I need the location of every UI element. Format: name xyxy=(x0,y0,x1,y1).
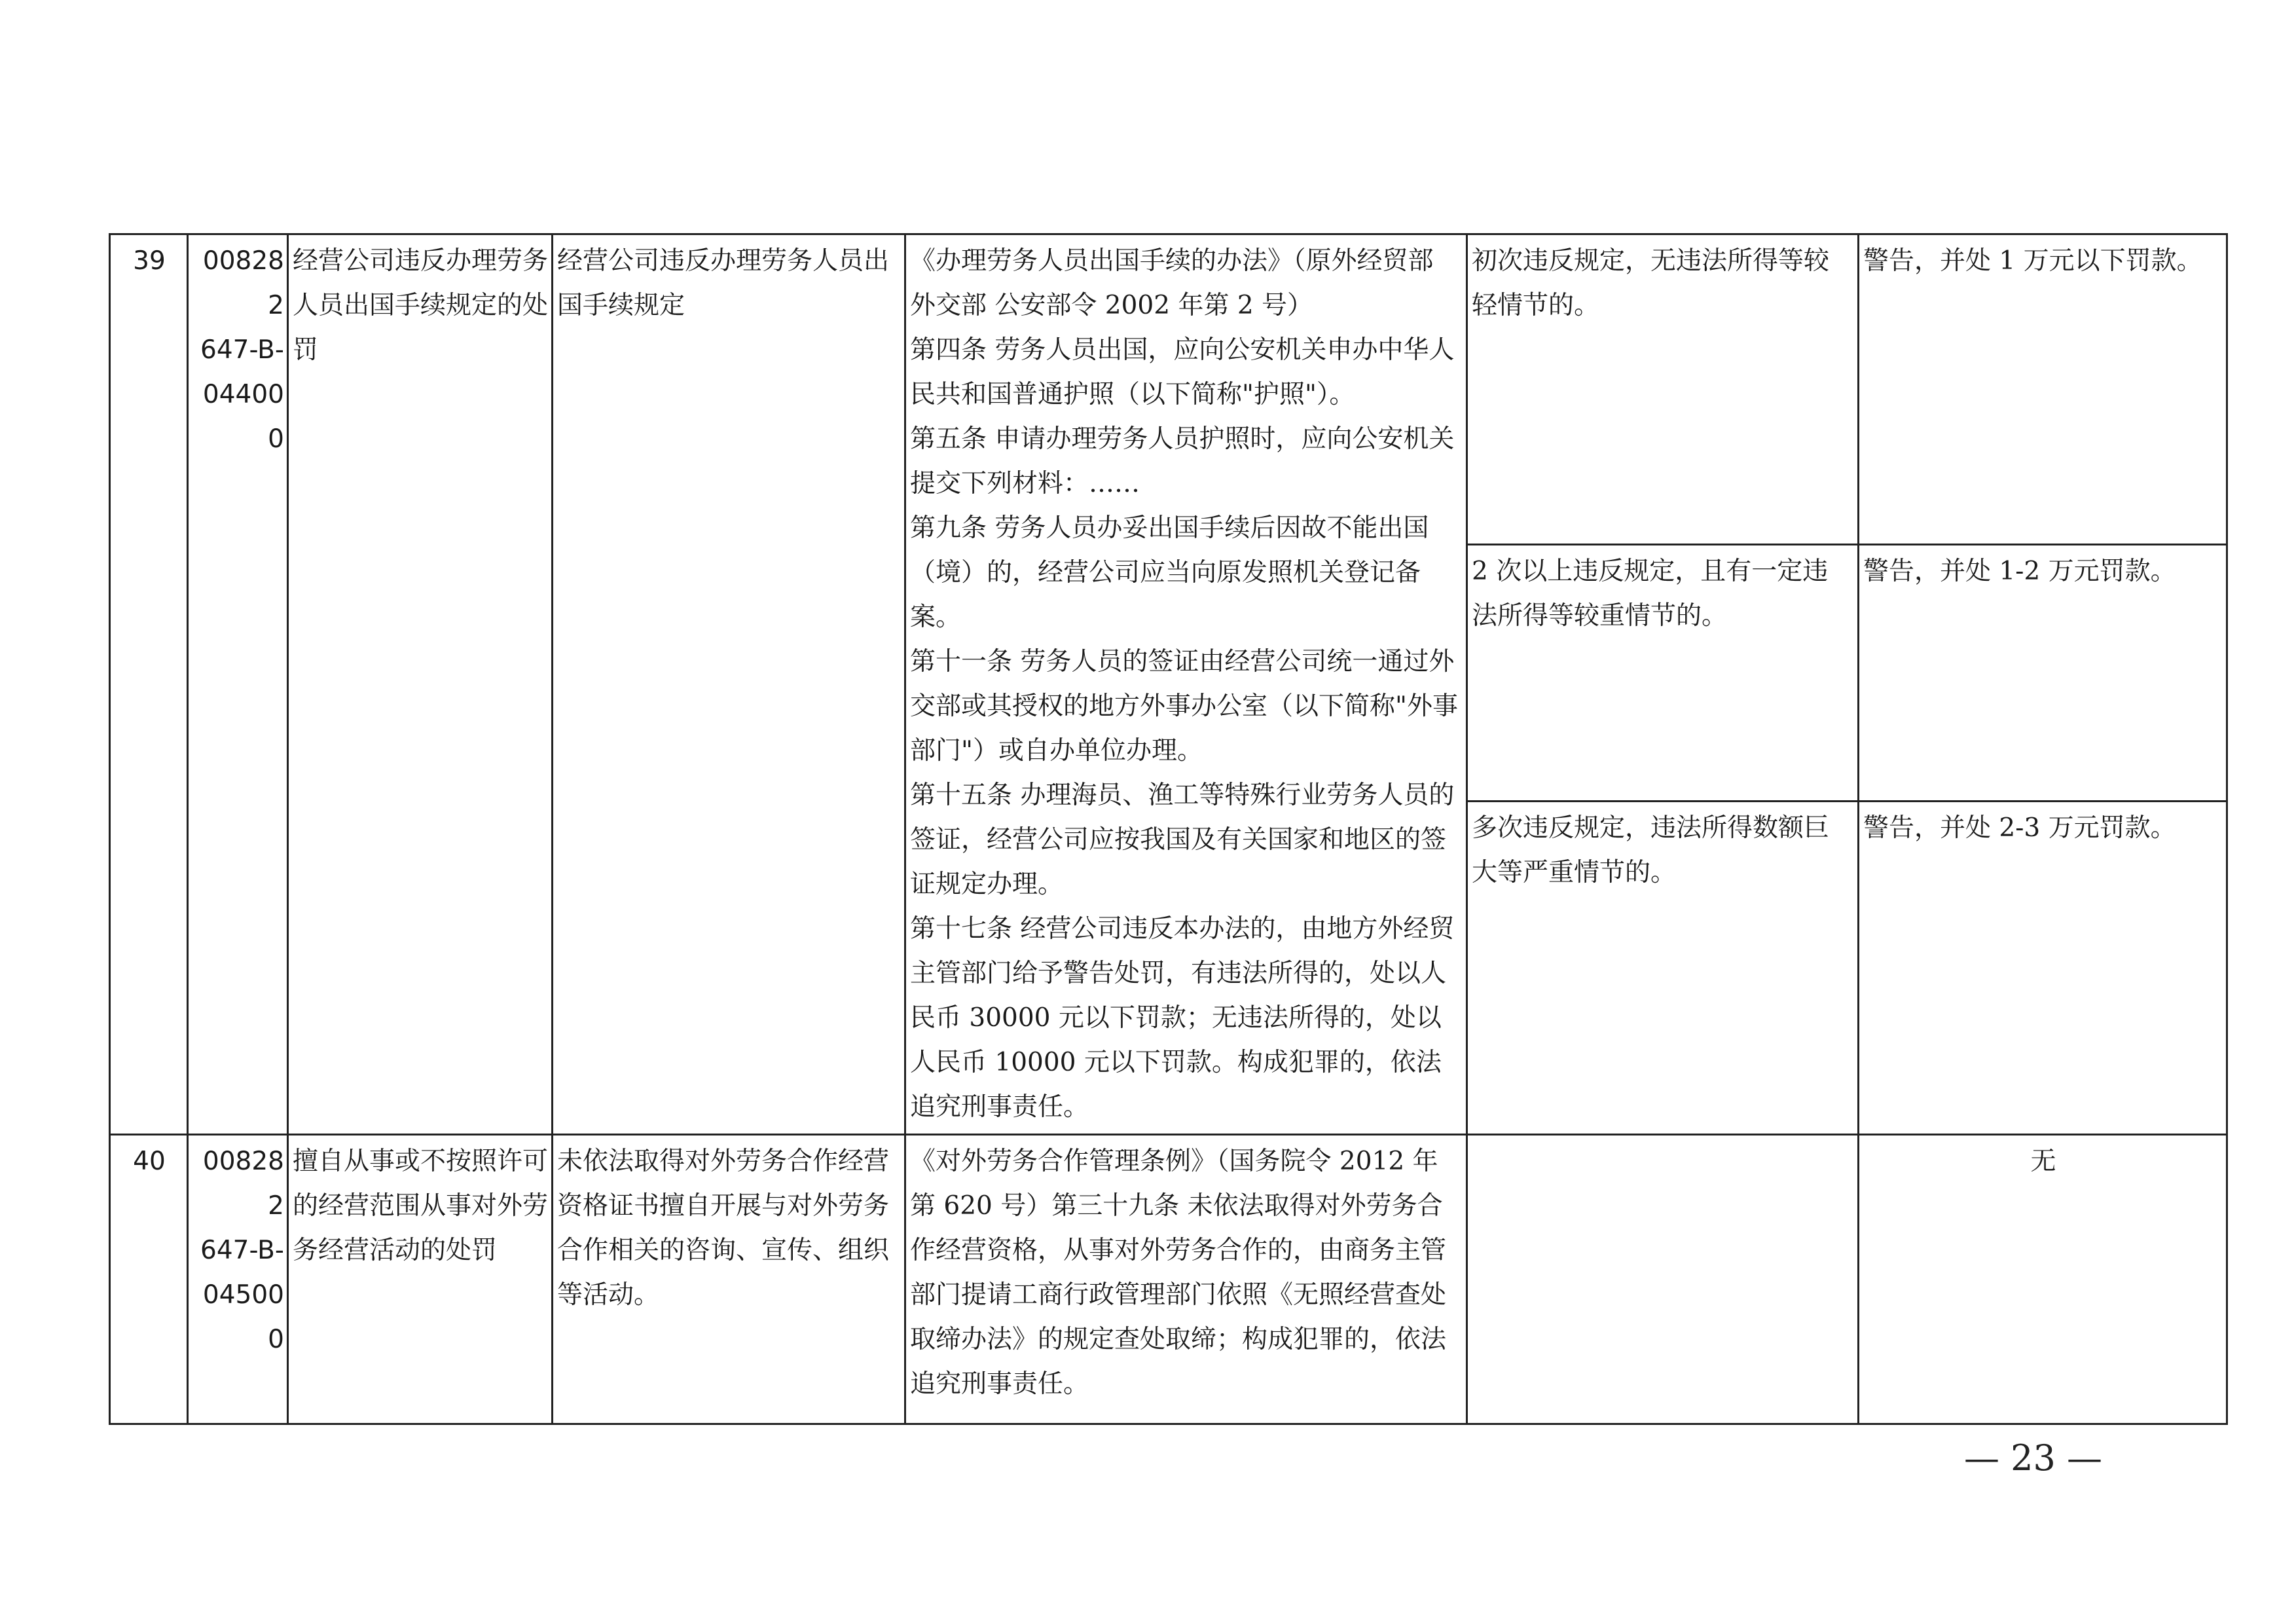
legal-basis-paragraph: 第九条 劳务人员办妥出国手续后因故不能出国（境）的，经营公司应当向原发照机关登记备案。 xyxy=(910,513,1429,632)
legal-basis-paragraph: 《办理劳务人员出国手续的办法》（原外经贸部 外交部 公安部令 2002 年第 2 号） xyxy=(910,246,1434,320)
legal-basis-paragraph: 第十七条 经营公司违反本办法的，由地方外经贸主管部门给予警告处罚，有违法所得的，处以人民币 30000 元以下罚款；无违法所得的，处以人民币 10000 元以下罚款。构成犯罪的，依法追究刑事责任。 xyxy=(910,914,1455,1122)
sub-item: 经营公司违反办理劳务人员出国手续规定 xyxy=(553,234,905,1135)
penalty-cell: 警告，并处 1 万元以下罚款。 xyxy=(1859,235,2226,545)
legal-basis: 《对外劳务合作管理条例》（国务院令 2012 年第 620 号）第三十九条 未依法取得对外劳务合作经营资格，从事对外劳务合作的，由商务主管部门提请工商行政管理部门依照《无照经营查处取缔办法》的规定查处取缔；构成犯罪的，依法追究刑事责任。 xyxy=(905,1135,1467,1424)
sub-item: 未依法取得对外劳务合作经营资格证书擅自开展与对外劳务合作相关的咨询、宣传、组织等活动。 xyxy=(553,1135,905,1424)
penalty-cell: 警告，并处 2-3 万元罚款。 xyxy=(1863,813,2176,843)
penalty-column xyxy=(1859,234,2227,1135)
item-code-part: 008282 xyxy=(202,1147,284,1221)
table-row xyxy=(110,1135,2227,1424)
item-code xyxy=(188,1135,288,1424)
page-number: — 23 — xyxy=(1964,1437,2103,1479)
penalty-cell: 无 xyxy=(1859,1135,2227,1424)
situation-column xyxy=(1467,234,1859,1135)
item-code xyxy=(188,234,288,1135)
penalty-standards-table xyxy=(109,233,2228,1425)
legal-basis-paragraph: 第十一条 劳务人员的签证由经营公司统一通过外交部或其授权的地方外事办公室（以下简称"外事部门"）或自办单位办理。 xyxy=(910,647,1458,766)
item-name: 经营公司违反办理劳务人员出国手续规定的处罚 xyxy=(288,234,553,1135)
row-number: 40 xyxy=(110,1135,188,1424)
item-code-part: 044000 xyxy=(202,380,284,454)
situation-cell: 多次违反规定，违法所得数额巨大等严重情节的。 xyxy=(1472,813,1830,887)
penalty-cell: 警告，并处 1-2 万元罚款。 xyxy=(1859,545,2226,802)
item-name: 擅自从事或不按照许可的经营范围从事对外劳务经营活动的处罚 xyxy=(288,1135,553,1424)
legal-basis xyxy=(905,234,1467,1135)
row-number: 39 xyxy=(110,234,188,1135)
legal-basis-paragraph: 第四条 劳务人员出国，应向公安机关申办中华人民共和国普通护照（以下简称"护照"）。 xyxy=(910,335,1455,409)
situation-cell: 初次违反规定，无违法所得等较轻情节的。 xyxy=(1468,235,1857,545)
legal-basis-paragraph: 第五条 申请办理劳务人员护照时，应向公安机关提交下列材料：…… xyxy=(910,424,1455,498)
situation-cell: 2 次以上违反规定，且有一定违法所得等较重情节的。 xyxy=(1468,545,1857,802)
situation-cell xyxy=(1467,1135,1859,1424)
item-code-part: 045000 xyxy=(202,1280,284,1354)
item-code-part: 008282 xyxy=(202,246,284,320)
item-code-part: 647-B- xyxy=(200,1236,284,1265)
table-row xyxy=(110,234,2227,1135)
item-code-part: 647-B- xyxy=(200,335,284,365)
legal-basis-paragraph: 第十五条 办理海员、渔工等特殊行业劳务人员的签证，经营公司应按我国及有关国家和地区的签证规定办理。 xyxy=(910,781,1455,899)
